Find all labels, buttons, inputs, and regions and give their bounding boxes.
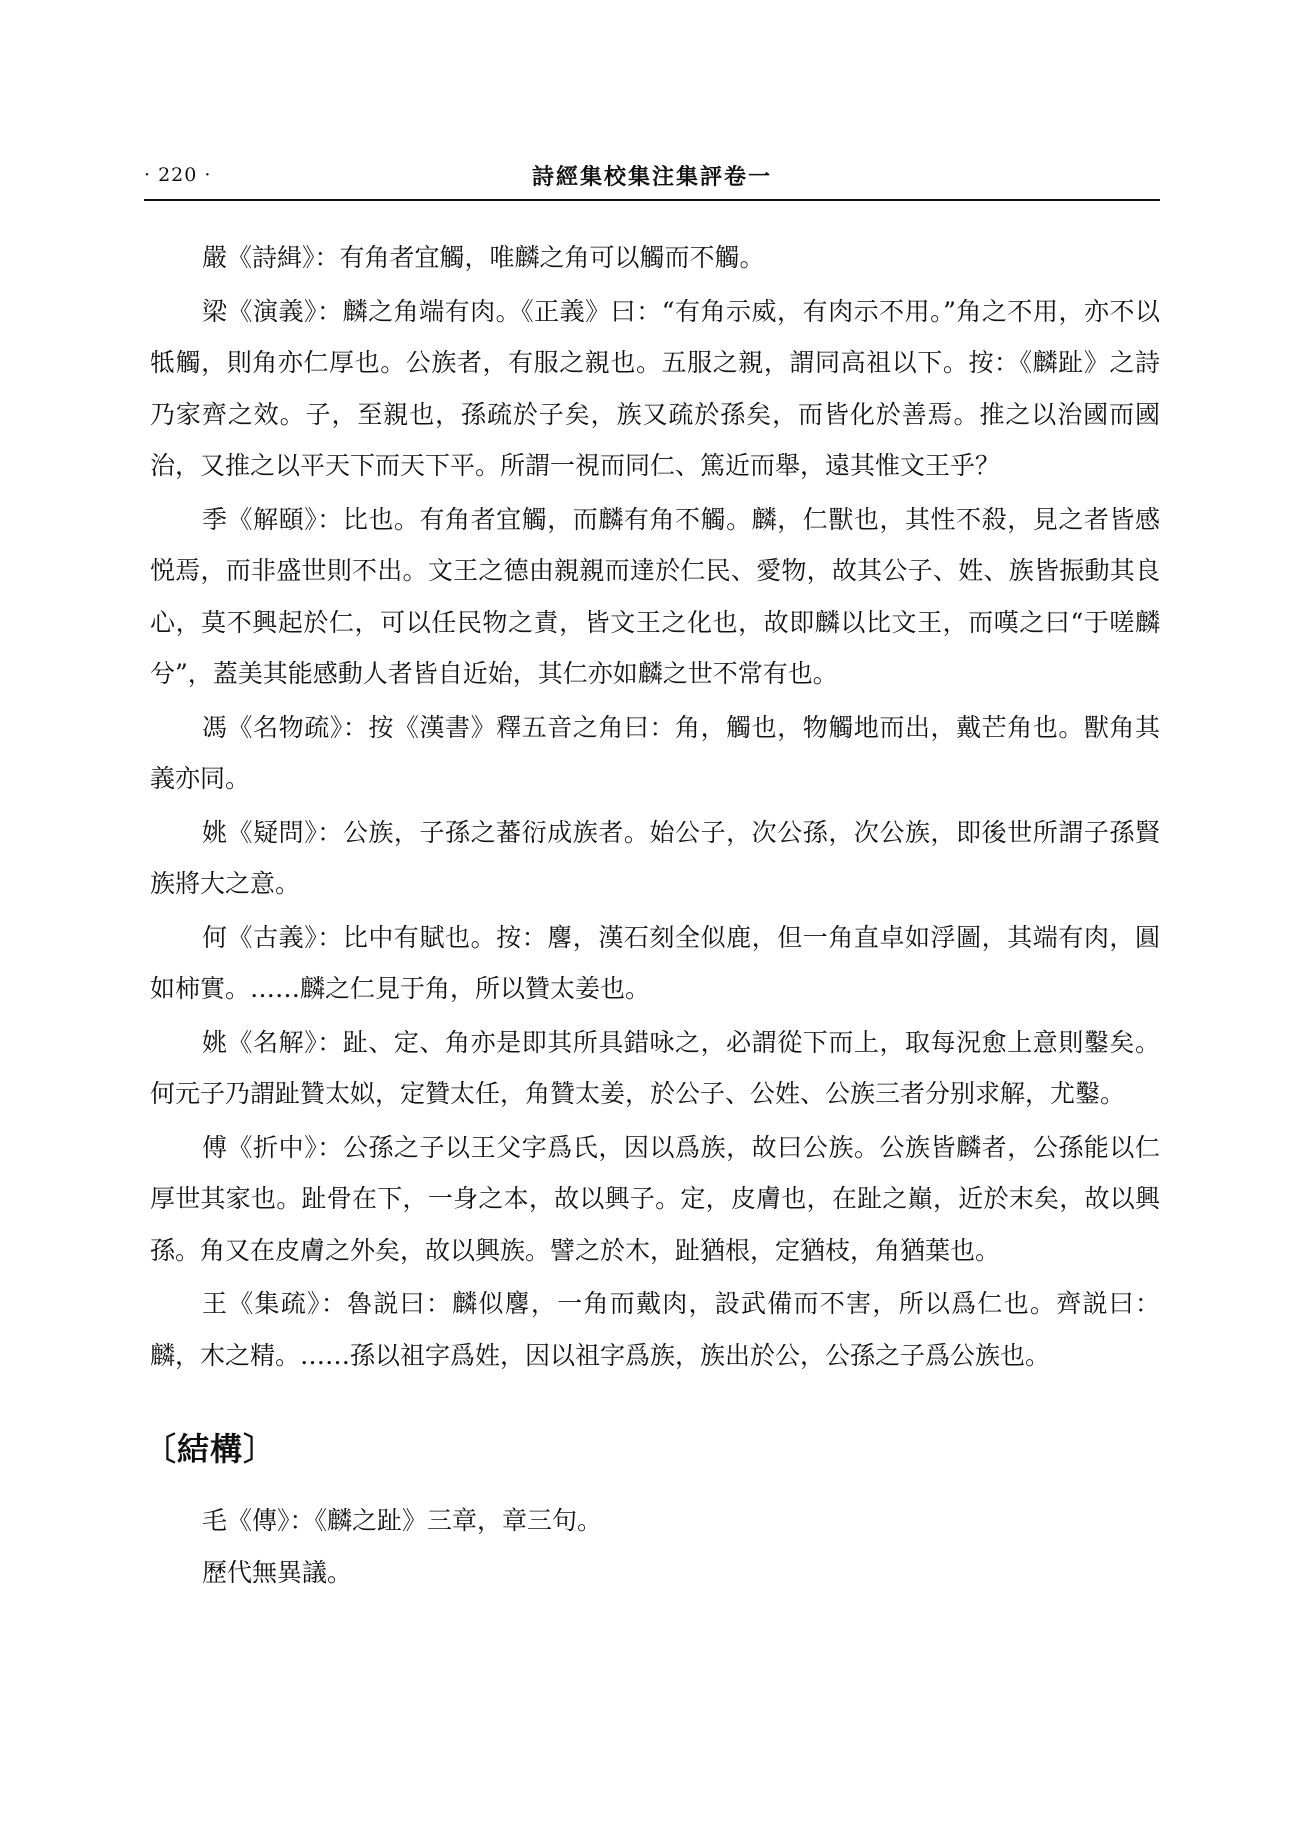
- section-heading-structure: 〔結構〕: [144, 1430, 277, 1468]
- structure-line: 毛《傳》：《麟之趾》三章，章三句。: [202, 1506, 603, 1535]
- page-number: · 220 ·: [144, 164, 212, 186]
- page-header: [144, 160, 1160, 200]
- running-title: 詩經集校集注集評卷一: [531, 164, 772, 190]
- commentary-paragraph: 嚴《詩緝》：有角者宜觸，唯麟之角可以觸而不觸。: [202, 243, 765, 272]
- commentary-paragraph: 姚《疑問》：公族，子孫之蕃衍成族者。始公子，次公孫，次公族，即後世所謂子孫賢族將大之意。: [150, 817, 1160, 898]
- body-text: [144, 232, 1160, 1598]
- header-rule: [144, 199, 1160, 201]
- commentary-paragraph: 梁《演義》：麟之角端有肉。《正義》曰：“有角示威，有肉示不用。”角之不用，亦不以牴觸，則角亦仁厚也。公族者，有服之親也。五服之親，謂同高祖以下。按：《麟趾》之詩乃家齊之效。子，至親也，孫疏於子矣，族又疏於孫矣，而皆化於善焉。推之以治國而國治，又推之以平天下而天下平。所謂一視而同仁、篤近而舉，遠其惟文王乎？: [150, 296, 1160, 480]
- commentary-paragraph: 王《集疏》：魯説曰：麟似麐，一角而戴肉，設武備而不害，所以爲仁也。齊説曰：麟，木之精。……孫以祖字爲姓，因以祖字爲族，族出於公，公孫之子爲公族也。: [150, 1289, 1160, 1370]
- structure-line: 歷代無異議。: [202, 1557, 353, 1587]
- commentary-paragraph: 姚《名解》：趾、定、角亦是即其所具錯咏之，必謂從下而上，取每況愈上意則鑿矣。何元子乃謂趾贊太姒，定贊太任，角贊太姜，於公子、公姓、公族三者分别求解，尤鑿。: [150, 1027, 1160, 1108]
- commentary-paragraph: 季《解頤》：比也。有角者宜觸，而麟有角不觸。麟，仁獸也，其性不殺，見之者皆感悦焉，而非盛世則不出。文王之德由親親而達於仁民、愛物，故其公子、姓、族皆振動其良心，莫不興起於仁，可以任民物之責，皆文王之化也，故即麟以比文王，而嘆之曰“于嗟麟兮”，蓋美其能感動人者皆自近始，其仁亦如麟之世不常有也。: [150, 504, 1160, 688]
- commentary-paragraph: 傅《折中》：公孫之子以王父字爲氏，因以爲族，故曰公族。公族皆麟者，公孫能以仁厚世其家也。趾骨在下，一身之本，故以興子。定，皮膚也，在趾之巔，近於末矣，故以興孫。角又在皮膚之外矣，故以興族。譬之於木，趾猶根，定猶枝，角猶葉也。: [150, 1132, 1160, 1265]
- commentary-paragraph: 何《古義》：比中有賦也。按：麐，漢石刻全似鹿，但一角直卓如浮圖，其端有肉，圓如柿實。……麟之仁見于角，所以贊太姜也。: [150, 922, 1160, 1003]
- commentary-paragraph: 馮《名物疏》：按《漢書》釋五音之角曰：角，觸也，物觸地而出，戴芒角也。獸角其義亦同。: [150, 712, 1160, 793]
